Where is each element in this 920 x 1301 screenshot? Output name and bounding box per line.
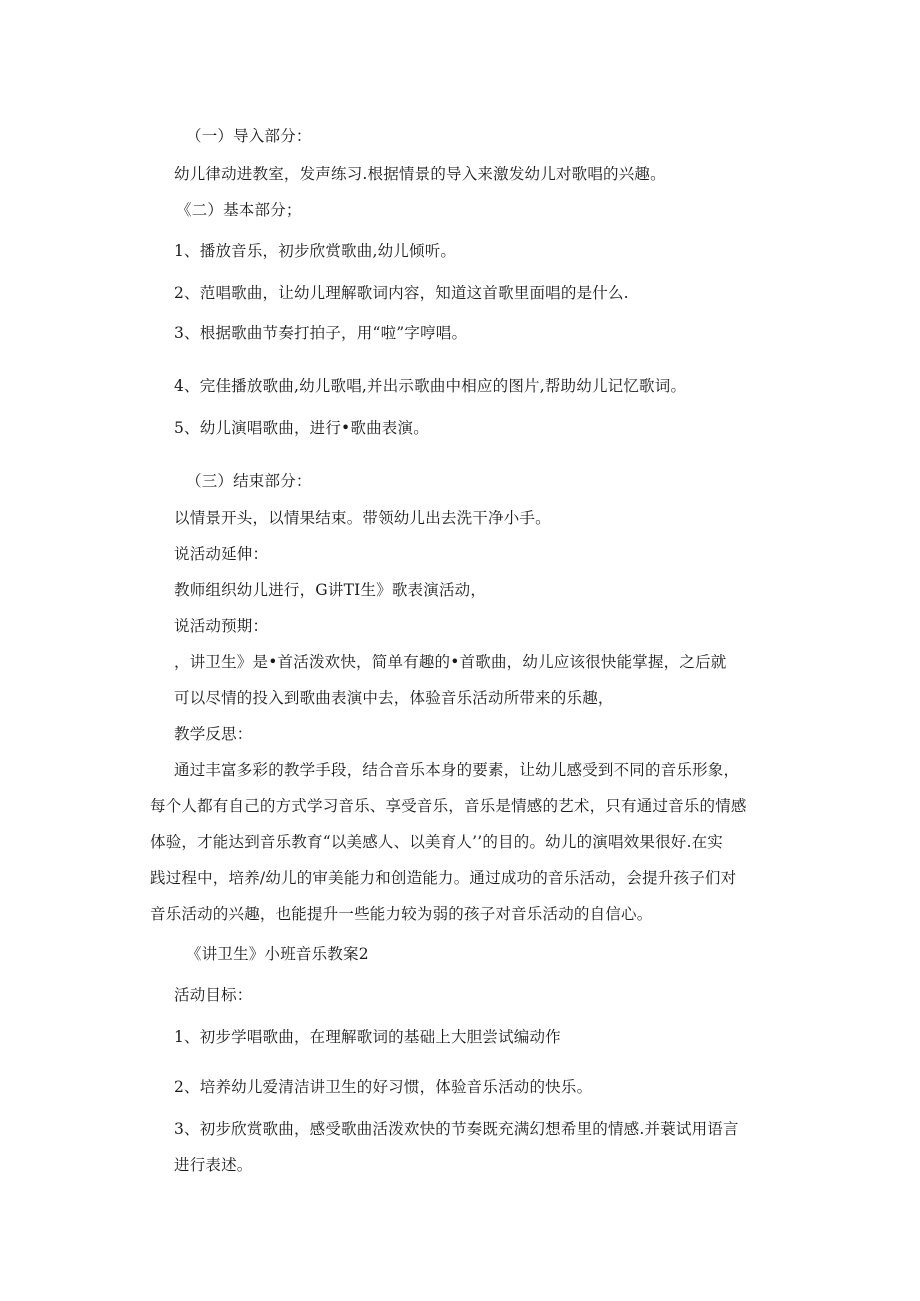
extension-heading: 说活动延伸：	[174, 545, 269, 563]
section-basic-heading: 《二）基本部分；	[176, 201, 302, 219]
expectation-line-1: ，讲卫生》是•首活泼欢快，简单有趣的•首歌曲，幼儿应该很快能掌握，之后就	[174, 653, 727, 671]
basic-step-1: 1、播放音乐，初步欣赏歌曲,幼儿倾听。	[174, 242, 457, 260]
section-intro-text: 幼儿律动进教室，发声练习.根据情景的导入来激发幼儿对歌唱的兴趣。	[174, 165, 666, 183]
basic-step-2: 2、范唱歌曲，让幼儿理解歌词内容，知道这首歌里面唱的是什么.	[174, 284, 629, 302]
section-end-text: 以情景开头，以情果结束。带领幼儿出去洗干净小手。	[174, 509, 551, 527]
basic-step-4: 4、完佳播放歌曲,幼儿歌唱,并出示歌曲中相应的图片,帮助幼儿记忆歌词。	[174, 377, 687, 395]
plan2-title: 《讲卫生》小班音乐教案2	[186, 945, 369, 963]
reflection-line-3: 体验，才能达到音乐教育“以美感人、以美育人’’的目的。幼儿的演唱效果很好.在实	[150, 833, 724, 851]
reflection-line-4: 践过程中，培养/幼儿的审美能力和创造能力。通过成功的音乐活动，会提升孩子们对	[150, 869, 737, 887]
extension-text: 教师组织幼儿进行，G讲TI生》歌表演活动，	[174, 581, 487, 599]
plan2-goal-3-continued: 进行表述。	[174, 1156, 253, 1174]
basic-step-3: 3、根据歌曲节奏打拍子，用“啦”字哼唱。	[174, 324, 468, 342]
plan2-goal-3: 3、初步欣赏歌曲，感受歌曲活泼欢快的节奏既充满幻想希里的情感.并蓑试用语言	[174, 1120, 739, 1138]
section-intro-heading: （一）导入部分：	[186, 127, 312, 145]
plan2-goal-2: 2、培养幼儿爱清洁讲卫生的好习惯，体验音乐活动的快乐。	[174, 1078, 593, 1096]
reflection-line-1: 通过丰富多彩的教学手段，结合音乐本身的要素，让幼儿感受到不同的音乐形象，	[174, 761, 740, 779]
basic-step-5: 5、幼儿演唱歌曲，进行•歌曲表演。	[174, 419, 429, 437]
plan2-goal-1: 1、初步学唱歌曲，在理解歌词的基础上大胆尝试编动作	[174, 1028, 561, 1046]
reflection-line-5: 音乐活动的兴趣，也能提升一些能力较为弱的孩子对音乐活动的自信心。	[150, 905, 653, 923]
section-end-heading: （三）结束部分：	[186, 472, 312, 490]
expectation-line-2: 可以尽情的投入到歌曲表演中去，体验音乐活动所带来的乐趣，	[174, 689, 614, 707]
expectation-heading: 说活动预期：	[174, 617, 269, 635]
plan2-goals-heading: 活动目标：	[174, 986, 253, 1004]
reflection-line-2: 每个人都有自己的方式学习音乐、享受音乐，音乐是情感的艺术，只有通过音乐的情感	[150, 797, 747, 815]
reflection-heading: 教学反思：	[174, 725, 253, 743]
